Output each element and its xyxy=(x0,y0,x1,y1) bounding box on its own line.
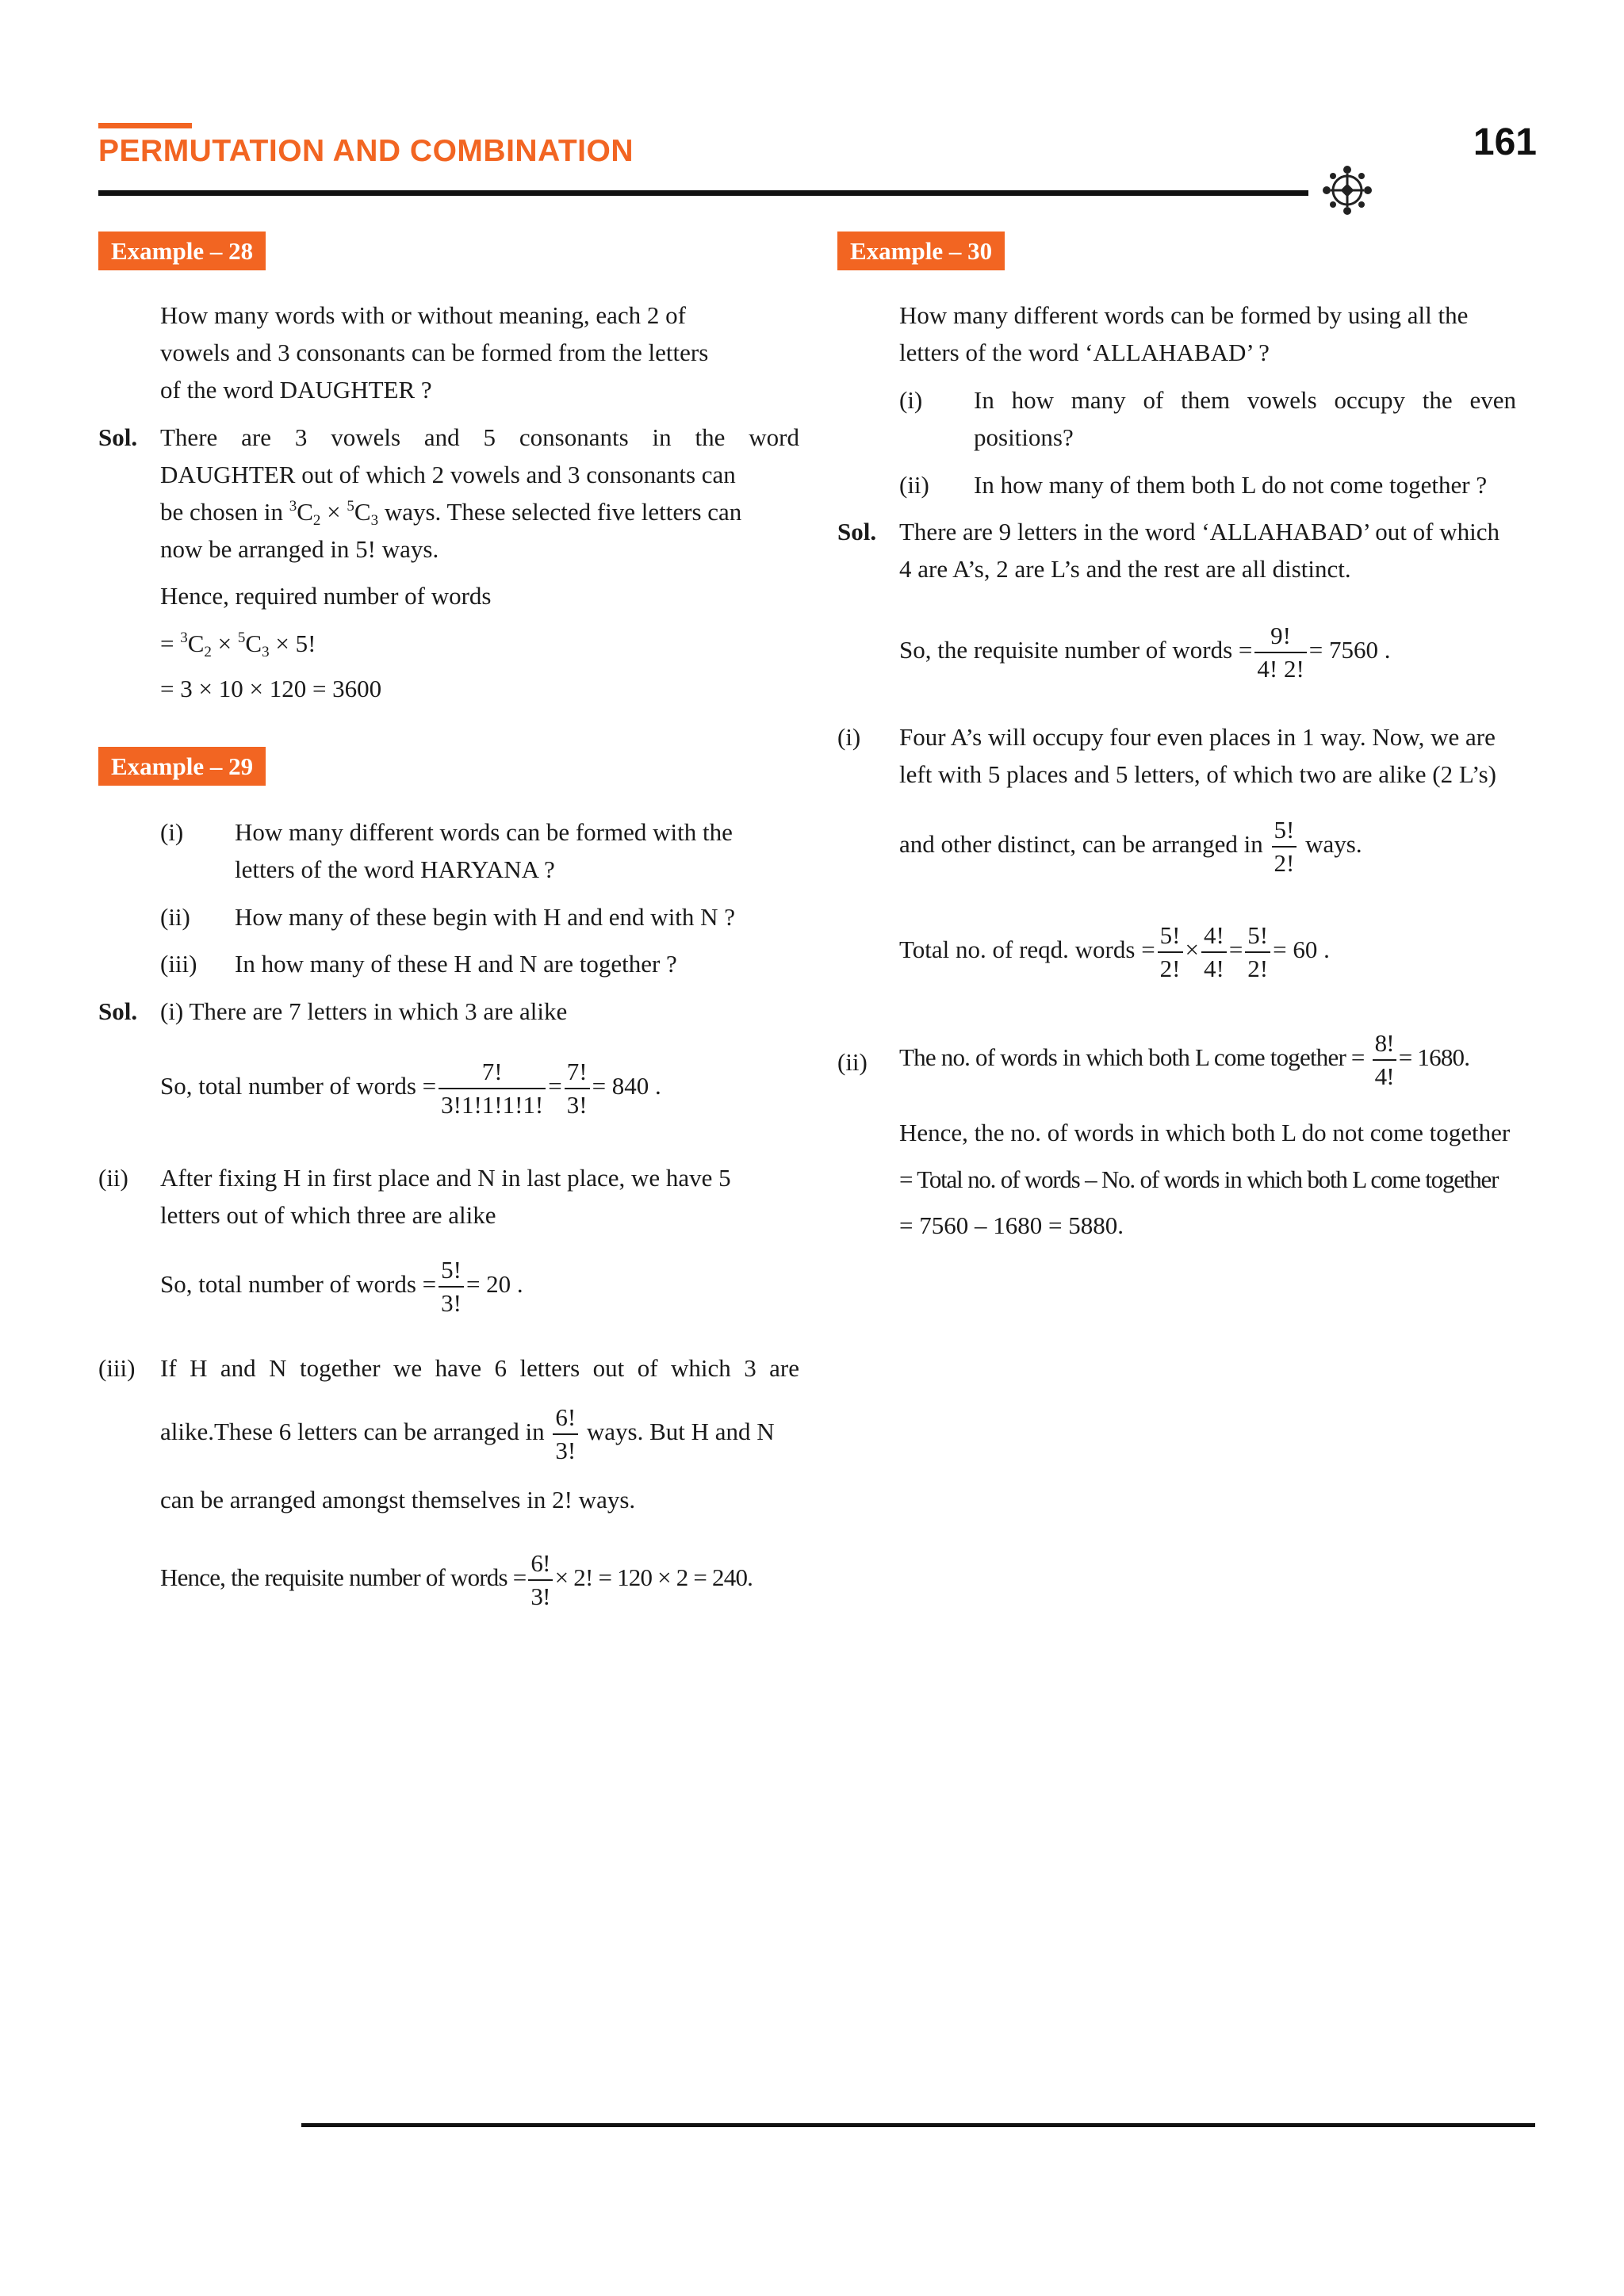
ex30-i-line3: and other distinct, can be arranged in $\frac{5!}{2!}$ ways. xyxy=(899,813,1362,879)
page-number: 161 xyxy=(1473,121,1537,163)
ex29-formula-2: So, total number of words = $\frac{5!}{3!}$ = 20 . xyxy=(160,1253,523,1319)
ex30-hence-line2: = Total no. of words – No. of words in which both L come together xyxy=(899,1165,1499,1193)
fraction: $\frac{6!}{3!}$ xyxy=(553,1402,578,1467)
ex29-sol-i-text: (i) There are 7 letters in which 3 are alike xyxy=(160,997,568,1025)
ex28-sol-line5: Hence, required number of words xyxy=(160,582,492,610)
ex29-q-i-line1: How many different words can be formed with the xyxy=(235,818,733,846)
ex30-formula-1: So, the requisite number of words = $\frac{9!}{4! 2!}$ = 7560 . xyxy=(899,618,1391,685)
ex29-q-ii-text: How many of these begin with H and end with N ? xyxy=(235,903,736,931)
ex29-sol-label: Sol. xyxy=(98,997,138,1025)
ex29-sol-iii-line2: alike.These 6 letters can be arranged in $\frac{6!}{3!}$ ways. But H and N xyxy=(160,1400,775,1467)
fraction: $\frac{5!}{2!}$ xyxy=(1272,814,1297,879)
fraction: $\frac{7!}{3!}$ xyxy=(565,1056,590,1121)
ex29-q-iii-label: (iii) xyxy=(160,950,197,978)
ex30-i-line2: left with 5 places and 5 letters, of which two are alike (2 L’s) xyxy=(899,760,1496,788)
fraction: $\frac{7!}{3!1!1!1!1!}$ xyxy=(439,1056,546,1121)
header-rule xyxy=(98,190,1308,196)
ex28-sol-line3: be chosen in $^3C_2 \times ^5C_3$ ways. These selected five letters can xyxy=(160,498,742,529)
ex29-sol-ii-line2: letters out of which three are alike xyxy=(160,1201,496,1229)
ex29-q-ii-label: (ii) xyxy=(160,903,190,931)
ex29-sol-ii-label: (ii) xyxy=(98,1164,128,1192)
fraction: $\frac{5!}{2!}$ xyxy=(1245,920,1270,985)
ex30-i-line1: Four A’s will occupy four even places in 1 way. Now, we are xyxy=(899,723,1496,751)
fraction: $\frac{5!}{2!}$ xyxy=(1158,920,1183,985)
ex30-sol-line2: 4 are A’s, 2 are L’s and the rest are all distinct. xyxy=(899,555,1351,583)
ex30-hence-line1: Hence, the no. of words in which both L do not come together xyxy=(899,1119,1511,1146)
fraction: $\frac{6!}{3!}$ xyxy=(528,1548,552,1613)
ex30-question-line1: How many different words can be formed by using all the xyxy=(899,301,1469,329)
ex30-sol-label: Sol. xyxy=(837,518,877,545)
ex29-sol-iii-line3: can be arranged amongst themselves in 2! ways. xyxy=(160,1486,636,1513)
fraction: $\frac{5!}{3!}$ xyxy=(439,1254,464,1319)
ex30-sol-line1: There are 9 letters in the word ‘ALLAHABAD’ out of which xyxy=(899,518,1500,545)
ex29-q-i-line2: letters of the word HARYANA ? xyxy=(235,855,555,883)
ex30-q-ii-label: (ii) xyxy=(899,471,929,499)
ex30-i-label: (i) xyxy=(837,723,861,751)
ex30-q-i-line1: In how many of them vowels occupy the even xyxy=(974,386,1516,414)
ex29-sol-iii-label: (iii) xyxy=(98,1354,136,1382)
ex28-sol-label: Sol. xyxy=(98,423,138,451)
header-accent-bar xyxy=(98,123,192,128)
ex28-question-line1: How many words with or without meaning, each 2 of xyxy=(160,301,686,329)
example-28-badge: Example – 28 xyxy=(98,232,266,270)
fraction: $\frac{9!}{4! 2!}$ xyxy=(1254,620,1306,685)
fraction: $\frac{4!}{4!}$ xyxy=(1201,920,1227,985)
footer-rule xyxy=(301,2123,1535,2127)
ex28-sol-line1: There are 3 vowels and 5 consonants in the word xyxy=(160,423,799,451)
ex29-q-i-label: (i) xyxy=(160,818,184,846)
ex30-hence-line3: = 7560 – 1680 = 5880. xyxy=(899,1211,1124,1239)
ex28-sol-line2: DAUGHTER out of which 2 vowels and 3 consonants can xyxy=(160,461,736,488)
ex30-formula-4: The no. of words in which both L come together = $\frac{8!}{4!}$ = 1680. xyxy=(899,1026,1469,1093)
example-29-badge: Example – 29 xyxy=(98,747,266,786)
example-30-badge: Example – 30 xyxy=(837,232,1005,270)
ex29-formula-4: Hence, the requisite number of words = $\frac{6!}{3!}$ × 2! = 120 × 2 = 240. xyxy=(160,1546,753,1613)
ex28-sol-result: = 3 × 10 × 120 = 3600 xyxy=(160,675,382,702)
ex29-sol-ii-line1: After fixing H in first place and N in last place, we have 5 xyxy=(160,1164,731,1192)
chapter-title: PERMUTATION AND COMBINATION xyxy=(98,134,634,168)
ex28-sol-line4: now be arranged in 5! ways. xyxy=(160,535,439,563)
ex29-formula-1: So, total number of words = $\frac{7!}{3!1!1!1!1!}$ = $\frac{7!}{3!}$ = 840 . xyxy=(160,1054,661,1121)
ex30-q-i-line2: positions? xyxy=(974,423,1074,451)
ex30-q-i-label: (i) xyxy=(899,386,923,414)
ex28-question-line3: of the word DAUGHTER ? xyxy=(160,376,432,404)
ex30-formula-3: Total no. of reqd. words = $\frac{5!}{2!}$ × $\frac{4!}{4!}$ = $\frac{5!}{2!}$ = 60 . xyxy=(899,918,1330,985)
ex30-ii-label: (ii) xyxy=(837,1048,868,1076)
ex30-q-ii-text: In how many of them both L do not come together ? xyxy=(974,471,1488,499)
ex29-q-iii-text: In how many of these H and N are together ? xyxy=(235,950,677,978)
ex28-question-line2: vowels and 3 consonants can be formed from the letters xyxy=(160,339,709,366)
ex29-sol-iii-line1: If H and N together we have 6 letters out of which 3 are xyxy=(160,1354,799,1382)
ex30-question-line2: letters of the word ‘ALLAHABAD’ ? xyxy=(899,339,1270,366)
ornament-icon xyxy=(1320,163,1375,218)
ex28-sol-formula: = $^3C_2 \times ^5C_3 \times 5$! xyxy=(160,629,316,660)
fraction: $\frac{8!}{4!}$ xyxy=(1373,1027,1396,1093)
